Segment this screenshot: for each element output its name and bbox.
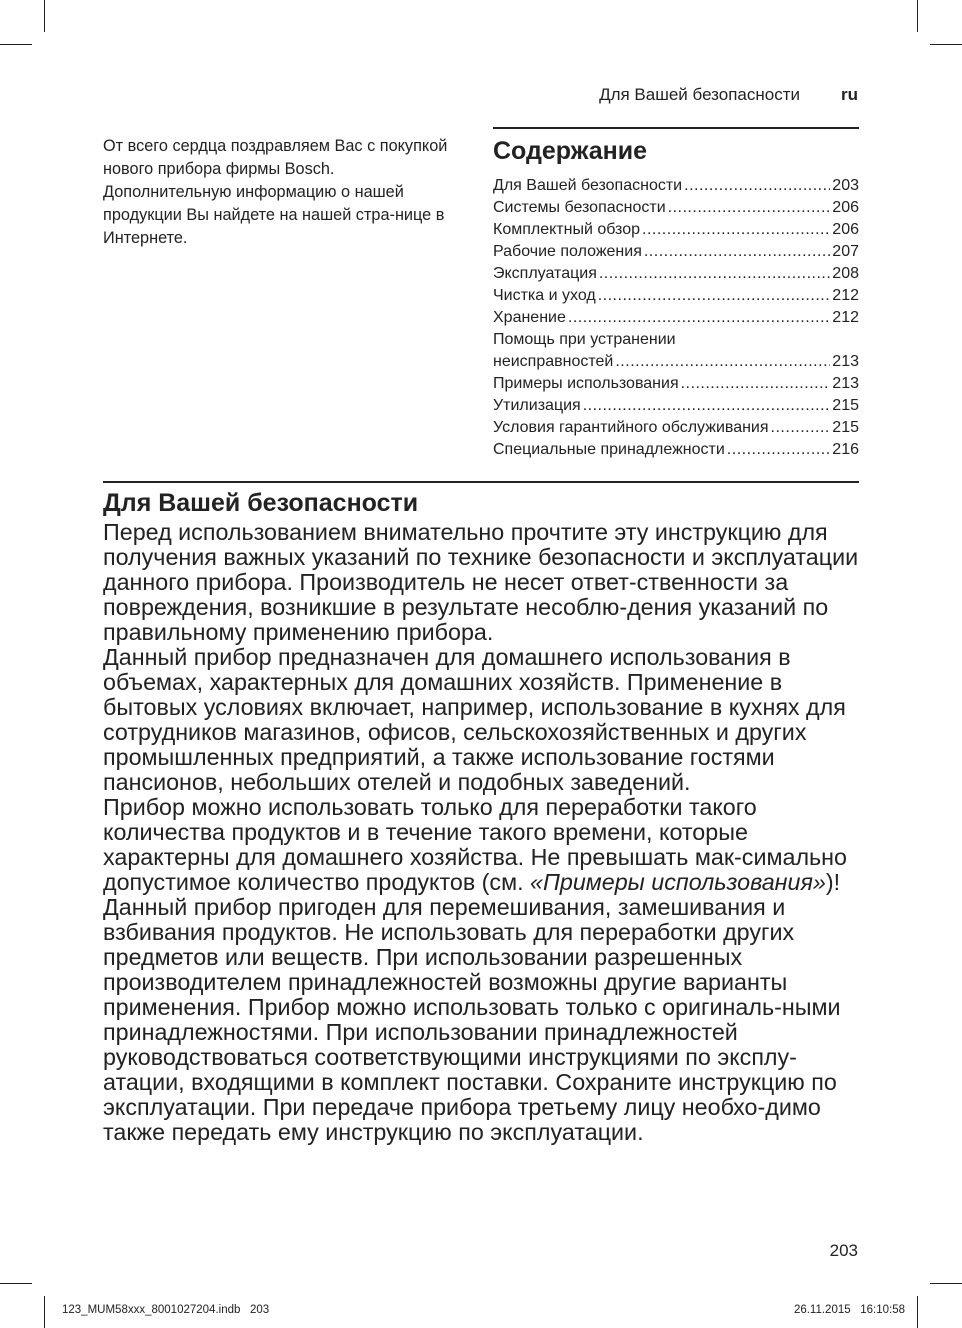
crop-mark — [44, 1296, 45, 1328]
toc-item[interactable] — [493, 439, 859, 461]
crop-mark — [917, 0, 918, 32]
crop-mark — [917, 1296, 918, 1328]
safety-paragraph: Перед использованием внимательно прочтите эту инструкцию для получения важных указаний по технике безопасности и эксплуатации данного прибора. Производитель не несет ответ-ственности за повреждения, возникшие в результате несоблю-дения указаний по правильному применению прибора. — [103, 519, 859, 645]
toc-leader — [642, 219, 830, 241]
toc-item-label: Примеры использования — [493, 375, 679, 392]
toc-item-page: 215 — [832, 419, 859, 436]
toc-item[interactable] — [493, 175, 859, 197]
toc-item[interactable] — [493, 285, 859, 307]
toc-leader — [583, 395, 831, 417]
toc-leader — [568, 307, 830, 329]
toc-list — [493, 175, 859, 461]
toc-item-page: 206 — [832, 199, 859, 216]
toc-item-page: 212 — [832, 287, 859, 304]
toc-leader — [598, 285, 831, 307]
toc-item-label: Специальные принадлежности — [493, 441, 725, 458]
toc-leader — [599, 263, 830, 285]
safety-title: Для Вашей безопасности — [103, 489, 419, 517]
toc-item-page: 212 — [832, 309, 859, 326]
quantity-suffix: )! — [825, 869, 841, 895]
toc-leader — [771, 417, 831, 439]
toc-item[interactable] — [493, 395, 859, 417]
toc-item[interactable] — [493, 307, 859, 329]
toc-item-label: Условия гарантийного обслуживания — [493, 419, 769, 436]
toc-leader — [644, 241, 830, 263]
safety-paragraph: Данный прибор предназначен для домашнего использования в объемах, характерных для домашних хозяйств. Применение в бытовых условиях включает, например, использование в кухнях для сотрудников магазинов, офисов, сельскохозяйственных и других промышленных предприятий, а также использование гостями пансионов, небольших отелей и подобных заведений. — [103, 644, 846, 795]
toc-item[interactable] — [493, 241, 859, 263]
file-info: 123_MUM58xxx_8001027204.indb 203 — [62, 1304, 270, 1316]
crop-mark — [930, 44, 962, 45]
safety-paragraph — [103, 795, 859, 895]
toc-title: Содержание — [493, 137, 648, 165]
crop-mark — [0, 44, 32, 45]
toc-item[interactable] — [493, 219, 859, 241]
quantity-text: Прибор можно использовать только для переработки такого количества продуктов и в течение такого времени, которые характерны для домашнего хозяйства. Не превышать мак-симально допустимое количество продуктов (см. — [103, 794, 847, 895]
toc-leader — [684, 175, 830, 197]
toc-leader — [668, 197, 831, 219]
toc-leader — [615, 351, 830, 373]
toc-item-page: 216 — [832, 441, 859, 458]
toc-item-label: Рабочие положения — [493, 243, 642, 260]
toc-item-page: 207 — [832, 243, 859, 260]
toc-item-label: Эксплуатация — [493, 265, 597, 282]
toc-leader — [681, 373, 831, 395]
toc-item-label: Хранение — [493, 309, 566, 326]
intro-text: От всего сердца поздравляем Вас с покупкой нового прибора фирмы Bosch. Дополнительную информацию о нашей продукции Вы найдете на нашей стра-нице в Интернете. — [103, 137, 448, 247]
toc-item[interactable] — [493, 329, 859, 373]
toc-item[interactable] — [493, 197, 859, 219]
language-code: ru — [841, 85, 858, 104]
toc-item[interactable] — [493, 373, 859, 395]
toc-item-label: Для Вашей безопасности — [493, 177, 683, 194]
page-number: 203 — [829, 1241, 858, 1260]
toc-item-label-line1: Помощь при устранении — [493, 331, 676, 348]
crop-mark — [0, 1283, 32, 1284]
running-header-section: Для Вашей безопасности — [599, 85, 800, 104]
toc-item-page: 208 — [832, 265, 859, 282]
toc-leader — [727, 439, 831, 461]
toc-item-label: неисправностей — [493, 353, 614, 370]
running-header — [560, 84, 858, 106]
crop-mark — [44, 0, 45, 32]
toc-item-label: Утилизация — [493, 397, 581, 414]
toc-item[interactable] — [493, 417, 859, 439]
examples-reference: «Примеры использования» — [530, 869, 826, 895]
crop-mark — [930, 1283, 962, 1284]
safety-section — [103, 481, 859, 1145]
toc-item-page: 203 — [832, 177, 859, 194]
toc-item-page: 213 — [832, 375, 859, 392]
toc-item-page: 206 — [832, 221, 859, 238]
toc-item-label: Системы безопасности — [493, 199, 666, 216]
toc-item-label: Чистка и уход — [493, 287, 596, 304]
toc-item[interactable] — [493, 263, 859, 285]
toc-item-page: 213 — [832, 353, 859, 370]
toc-item-label: Комплектный обзор — [493, 221, 641, 238]
table-of-contents — [493, 127, 859, 461]
safety-paragraph: Данный прибор пригоден для перемешивания, замешивания и взбивания продуктов. Не использовать для переработки других предметов или веществ. При использовании разрешенных производителем принадлежностей возможны другие варианты применения. Прибор можно использовать только с оригиналь-ными принадлежностями. При использовании принадлежностей руководствоваться соответствующими инструкциями по эксплу-атации, входящими в комплект поставки. Сохраните инструкцию по эксплуатации. При передаче прибора третьему лицу необхо-димо также передать ему инструкцию по эксплуатации. — [103, 894, 841, 1145]
print-timestamp: 26.11.2015 16:10:58 — [793, 1304, 905, 1316]
toc-item-page: 215 — [832, 397, 859, 414]
